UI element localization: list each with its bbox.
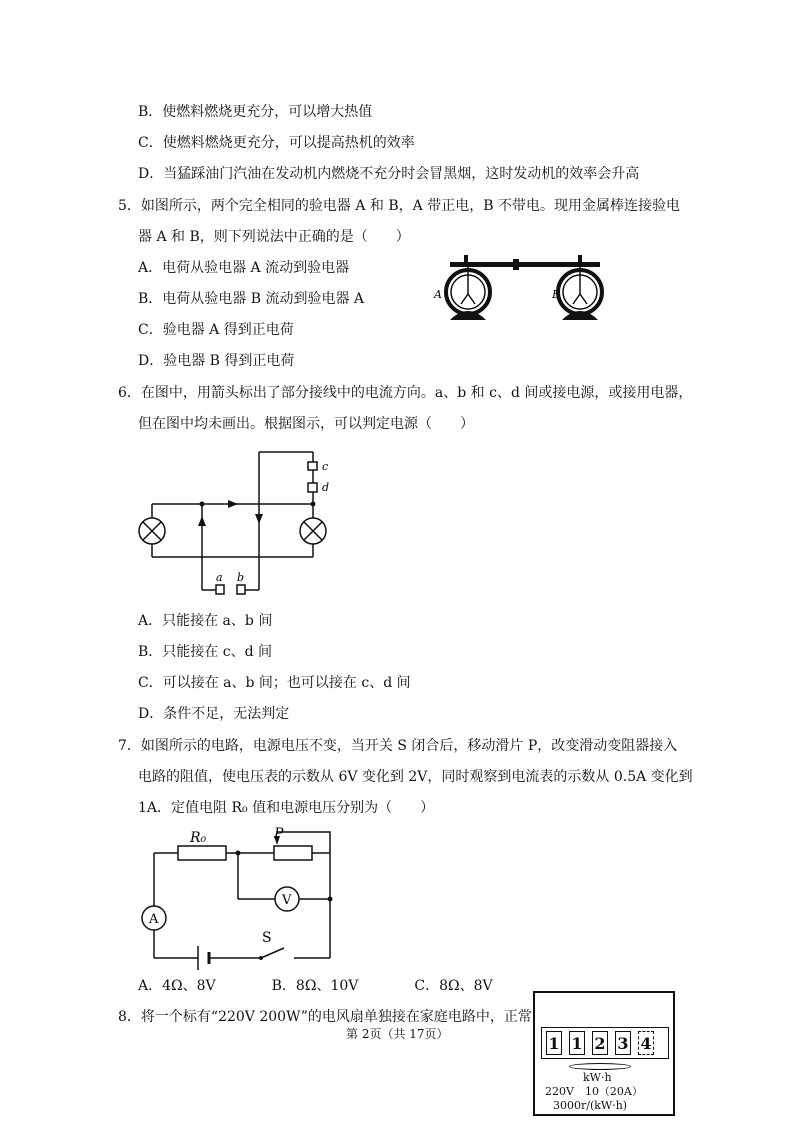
terminal-c-label: c [322, 460, 329, 473]
meter-digit-2: 1 [569, 1031, 585, 1055]
meter-digit-4: 3 [615, 1031, 631, 1055]
q6-stem-line1: 6．在图中，用箭头标出了部分接线中的电流方向。a、b 和 c、d 间或接电源，或接用电器， [118, 385, 693, 401]
q5-option-d: D．验电器 B 得到正电荷 [138, 353, 295, 369]
q4-option-c: C．使燃料燃烧更充分，可以提高热机的效率 [138, 135, 415, 151]
q6-option-d: D．条件不足，无法判定 [138, 706, 290, 722]
terminal-d-label: d [322, 481, 330, 494]
terminal-b-label: b [237, 571, 245, 584]
meter-digit-3: 2 [592, 1031, 608, 1055]
q7-stem-line1: 7．如图所示的电路，电源电压不变，当开关 S 闭合后，移动滑片 P，改变滑动变阻器接入 [118, 738, 678, 754]
slider-p-label: P [274, 826, 284, 842]
current-direction-circuit-figure [130, 446, 340, 598]
q5-option-a: A．电荷从验电器 A 流动到验电器 [138, 260, 350, 276]
terminal-a-label: a [216, 571, 223, 584]
meter-unit: kW·h [583, 1071, 612, 1084]
q6-option-c: C．可以接在 a、b 间；也可以接在 c、d 间 [138, 675, 411, 691]
meter-spec-revolutions: 3000r/(kW·h) [553, 1099, 628, 1112]
q6-option-b: B．只能接在 c、d 间 [138, 644, 272, 660]
q7-options: A．4Ω、8V B．8Ω、10V C．8Ω、8V [138, 978, 493, 994]
q5-stem-line1: 5．如图所示，两个完全相同的验电器 A 和 B，A 带正电，B 不带电。现用金属棒连接验电 [118, 198, 680, 214]
switch-s-label: S [262, 930, 272, 946]
q8-stem-line1: 8．将一个标有“220V 200W”的电风扇单独接在家庭电路中，正常 [118, 1009, 532, 1025]
resistor-r0-label: R₀ [190, 830, 207, 846]
q6-stem-line2: 但在图中均未画出。根据图示，可以判定电源（ ） [138, 416, 474, 432]
q5-option-b: B．电荷从验电器 B 流动到验电器 A [138, 291, 365, 307]
q5-stem-line2: 器 A 和 B，则下列说法中正确的是（ ） [138, 229, 410, 245]
electroscope-label-b: B [552, 288, 561, 301]
electroscope-figure [428, 250, 618, 330]
q4-option-d: D．当猛踩油门汽油在发动机内燃烧不充分时会冒黑烟，这时发动机的效率会升高 [138, 166, 640, 182]
voltmeter-label: V [282, 893, 292, 908]
meter-digit-decimal: 4 [638, 1031, 654, 1055]
meter-digit-1: 1 [546, 1031, 562, 1055]
q5-option-c: C．验电器 A 得到正电荷 [138, 322, 294, 338]
energy-meter-figure [533, 991, 675, 1116]
electroscope-label-a: A [434, 288, 442, 301]
meter-disc [569, 1063, 631, 1070]
q7-stem-line3: 1A．定值电阻 R₀ 值和电源电压分别为（ ） [138, 800, 435, 816]
rheostat-circuit-figure [134, 824, 344, 972]
q4-option-b: B．使燃料燃烧更充分，可以增大热值 [138, 104, 373, 120]
page-footer: 第 2页（共 17页） [346, 1027, 449, 1041]
q6-option-a: A．只能接在 a、b 间 [138, 613, 273, 629]
ammeter-label: A [149, 912, 159, 927]
meter-spec-voltage-current: 220V 10（20A） [545, 1085, 643, 1098]
q7-stem-line2: 电路的阻值，使电压表的示数从 6V 变化到 2V，同时观察到电流表的示数从 0.5A 变化到 [138, 769, 693, 785]
